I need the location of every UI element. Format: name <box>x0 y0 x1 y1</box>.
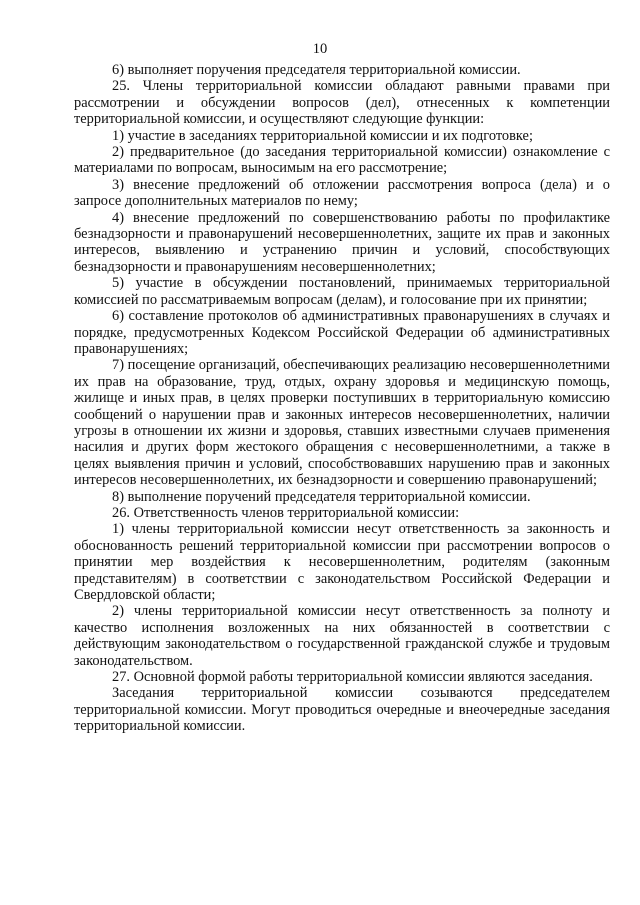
paragraph: 6) составление протоколов об административных правонарушениях в случаях и порядке, предусмотренных Кодексом Российской Федерации об административных правонарушениях; <box>74 308 610 357</box>
paragraph: 25. Члены территориальной комиссии обладают равными правами при рассмотрении и обсуждении вопросов (дел), отнесенных к компетенции территориальной комиссии, и осуществляют следующие функции: <box>74 78 610 128</box>
paragraph: 2) предварительное (до заседания территориальной комиссии) ознакомление с материалами по вопросам, выносимым на его рассмотрение; <box>74 144 610 177</box>
paragraph: Заседания территориальной комиссии созываются председателем территориальной комиссии. Могут проводиться очередные и внеочередные заседания территориальной комиссии. <box>74 685 610 735</box>
paragraph: 2) члены территориальной комиссии несут ответственность за полноту и качество исполнения возложенных на них обязанностей в соответствии с действующим законодательством о государственной гражданской службе и трудовым законодательством. <box>74 603 610 669</box>
paragraph: 6) выполняет поручения председателя территориальной комиссии. <box>112 62 521 78</box>
paragraph: 8) выполнение поручений председателя территориальной комиссии. <box>112 488 531 505</box>
page-number: 10 <box>312 41 328 57</box>
paragraph: 3) внесение предложений об отложении рассмотрения вопроса (дела) и о запросе дополнительных материалов по нему; <box>74 176 610 210</box>
paragraph: 27. Основной формой работы территориальной комиссии являются заседания. <box>112 669 593 686</box>
paragraph: 7) посещение организаций, обеспечивающих реализацию несовершеннолетними их прав на образование, труд, отдых, охрану здоровья и медицинскую помощь, жилище и иных прав, в целях проверки поступивших в территориальную комиссию сообщений о нарушении прав и законных интересов несовершеннолетних, наличии угрозы в отношении их жизни и здоровья, ставших известными случаев применения насилия и других форм жестокого обращения с несовершеннолетними, а также в целях выявления причин и условий, способствовавших нарушению прав и законных интересов несовершеннолетних, их безнадзорности и совершению правонарушений; <box>74 357 610 489</box>
paragraph: 4) внесение предложений по совершенствованию работы по профилактике безнадзорности и правонарушений несовершеннолетних, защите их прав и законных интересов, выявлению и устранению причин и условий, способствующих безнадзорности и правонарушениям несовершеннолетних; <box>74 209 610 275</box>
paragraph: 1) участие в заседаниях территориальной комиссии и их подготовке; <box>112 127 533 144</box>
document-body <box>74 62 610 735</box>
paragraph: 5) участие в обсуждении постановлений, принимаемых территориальной комиссией по рассматриваемым вопросам (делам), и голосование при их принятии; <box>74 275 610 308</box>
paragraph: 26. Ответственность членов территориальной комиссии: <box>112 504 460 521</box>
paragraph: 1) члены территориальной комиссии несут ответственность за законность и обоснованность решений территориальной комиссии при рассмотрении вопросов о принятии мер воздействия к несовершеннолетним, родителям (законным представителям) в соответствии с законодательством Российской Федерации и Свердловской области; <box>74 521 610 603</box>
